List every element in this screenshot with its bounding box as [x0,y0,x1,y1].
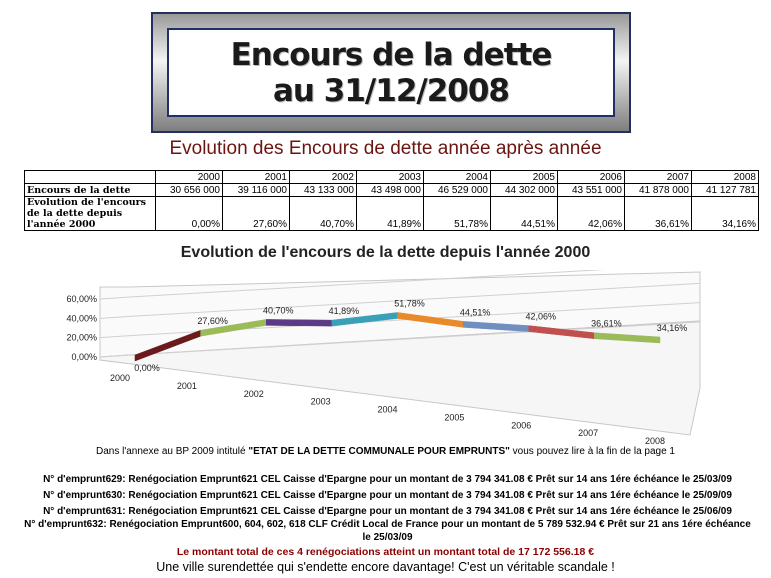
year-cell: 2003 [357,171,424,184]
data-label: 44,51% [459,307,491,318]
total-note: Le montant total de ces 4 renégociations atteint un montant total de 17 172 556.18 € [176,546,595,558]
value-cell: 39 116 000 [223,184,290,197]
table-corner-cell [25,171,156,184]
x-tick-label: 2008 [644,436,666,445]
loan-line: N° d'emprunt631: Renégociation Emprunt621 CEL Caisse d'Epargne pour un montant de 3 794 341.08 € Prêt sur 14 ans 1ére échéance le 25/06/09 [43,506,732,517]
y-tick-label: 0,00% [71,352,97,362]
percent-cell: 42,06% [558,197,625,231]
data-label: 36,61% [591,318,622,329]
percent-cell: 51,78% [424,197,491,231]
debt-table [24,170,759,231]
x-tick-label: 2002 [243,388,264,399]
percent-cell: 40,70% [290,197,357,231]
data-label: 40,70% [262,305,294,316]
row-label-encours: Encours de la dette [25,184,156,197]
percent-cell: 36,61% [625,197,692,231]
annex-note-suffix: vous pouvez lire à la fin de la page 1 [509,446,675,457]
y-tick-label: 20,00% [66,332,97,343]
value-cell: 43 133 000 [290,184,357,197]
loan-line: N° d'emprunt632: Renégociation Emprunt600, 604, 602, 618 CLF Crédit Local de France pour un montant de 5 789 532.94 € Prêt sur 21 ans 1ére échéance le 25/03/09 [24,519,751,543]
year-cell: 2002 [290,171,357,184]
percent-cell: 27,60% [223,197,290,231]
year-cell: 2005 [491,171,558,184]
annex-note-prefix: Dans l'annexe au BP 2009 intitulé [95,446,249,457]
row-label-evolution: Evolution de l'encours de la dette depuis l'année 2000 [25,197,156,231]
table-header-row [25,171,759,184]
loan-line: N° d'emprunt630: Renégociation Emprunt621 CEL Caisse d'Epargne pour un montant de 3 794 341.08 € Prêt sur 14 ans 1ére échéance le 25/09/09 [43,490,732,501]
data-label: 41,89% [328,306,360,317]
series-segment [266,319,332,326]
x-tick-label: 2004 [377,404,398,415]
evolution-chart [0,270,771,445]
value-cell: 43 498 000 [357,184,424,197]
y-tick-label: 40,00% [66,313,97,324]
value-cell: 44 302 000 [491,184,558,197]
year-cell: 2004 [424,171,491,184]
value-cell: 30 656 000 [156,184,223,197]
value-cell: 46 529 000 [424,184,491,197]
percent-cell: 44,51% [491,197,558,231]
table-row-encours [25,184,759,197]
title-line-1: Encours de la dette [230,36,552,73]
year-cell: 2000 [156,171,223,184]
y-tick-label: 60,00% [66,294,97,304]
table-subtitle: Evolution des Encours de dette année après année [169,138,602,159]
data-label: 27,60% [197,316,228,327]
x-tick-label: 2003 [310,396,331,407]
title-line-2: au 31/12/2008 [273,72,509,109]
data-label: 42,06% [525,311,557,322]
x-tick-label: 2005 [444,412,465,423]
data-label: 0,00% [134,363,160,373]
data-label: 51,78% [394,298,425,309]
title-box [167,28,615,117]
percent-cell: 0,00% [156,197,223,231]
data-label: 34,16% [656,322,688,333]
closing-statement: Une ville surendettée qui s'endette encore davantage! C'est un véritable scandale ! [156,560,615,574]
x-tick-label: 2007 [578,428,599,439]
x-tick-label: 2001 [176,380,197,391]
chart-title: Evolution de l'encours de la dette depuis l'année 2000 [180,244,591,261]
year-cell: 2006 [558,171,625,184]
year-cell: 2007 [625,171,692,184]
year-cell: 2001 [223,171,290,184]
percent-cell: 34,16% [692,197,759,231]
x-tick-label: 2000 [109,373,131,383]
annex-note [0,446,771,457]
year-cell: 2008 [692,171,759,184]
loan-line: N° d'emprunt629: Renégociation Emprunt621 CEL Caisse d'Epargne pour un montant de 3 794 341.08 € Prêt sur 14 ans 1ére échéance le 25/03/09 [43,474,732,485]
title-banner [151,12,631,133]
annex-note-title: "ETAT DE LA DETTE COMMUNALE POUR EMPRUNTS" [248,446,510,457]
percent-cell: 41,89% [357,197,424,231]
value-cell: 41 878 000 [625,184,692,197]
table-row-evolution [25,197,759,231]
value-cell: 41 127 781 [692,184,759,197]
x-tick-label: 2006 [511,420,532,431]
value-cell: 43 551 000 [558,184,625,197]
